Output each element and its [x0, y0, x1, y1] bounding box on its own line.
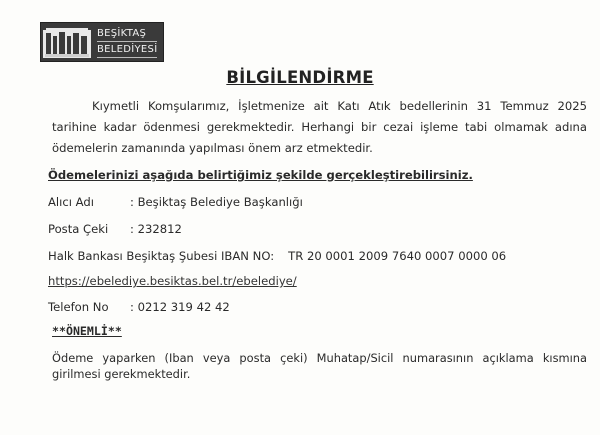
important-heading: **ÖNEMLİ** — [52, 324, 122, 338]
recipient-label: Alıcı Adı — [48, 195, 94, 209]
recipient-row — [48, 195, 303, 209]
page-title: BİLGİLENDİRME — [226, 68, 374, 87]
important-note: Ödeme yaparken (Iban veya posta çeki) Muhatap/Sicil numarasının açıklama kısmına girilmesi gerekmektedir. — [52, 351, 587, 381]
intro-paragraph: Kıymetli Komşularımız, İşletmenize ait Katı Atık bedellerinin 31 Temmuz 2025 tarihine kadar ödenmesi gerekmektedir. Herhangi bir cezai işleme tabi olmamak adına ödemelerin zamanında yapılması önem arz etmektedir. — [52, 99, 587, 155]
besiktas-logo — [40, 22, 164, 62]
payment-link-row — [48, 274, 297, 288]
phone-label: Telefon No — [48, 300, 109, 314]
postal-check-value: : 232812 — [130, 222, 182, 236]
postal-check-label: Posta Çeki — [48, 222, 109, 236]
logo-text — [97, 26, 157, 58]
postal-check-row — [48, 222, 182, 236]
phone-value: : 0212 319 42 42 — [130, 300, 230, 314]
phone-row — [48, 300, 230, 314]
municipality-crest-icon — [41, 24, 93, 60]
logo-line2: BELEDİYESİ — [97, 42, 157, 58]
recipient-value: : Beşiktaş Belediye Başkanlığı — [130, 195, 303, 209]
logo-line1: BEŞİKTAŞ — [97, 26, 157, 42]
iban-value: TR 20 0001 2009 7640 0007 0000 06 — [288, 249, 507, 263]
payment-methods-heading: Ödemelerinizi aşağıda belirtiğimiz şekilde gerçekleştirebilirsiniz. — [48, 168, 473, 182]
payment-link[interactable]: https://ebelediye.besiktas.bel.tr/ebelediye/ — [48, 274, 297, 288]
iban-label: Halk Bankası Beşiktaş Şubesi IBAN NO: — [48, 249, 275, 263]
iban-row — [48, 249, 506, 263]
